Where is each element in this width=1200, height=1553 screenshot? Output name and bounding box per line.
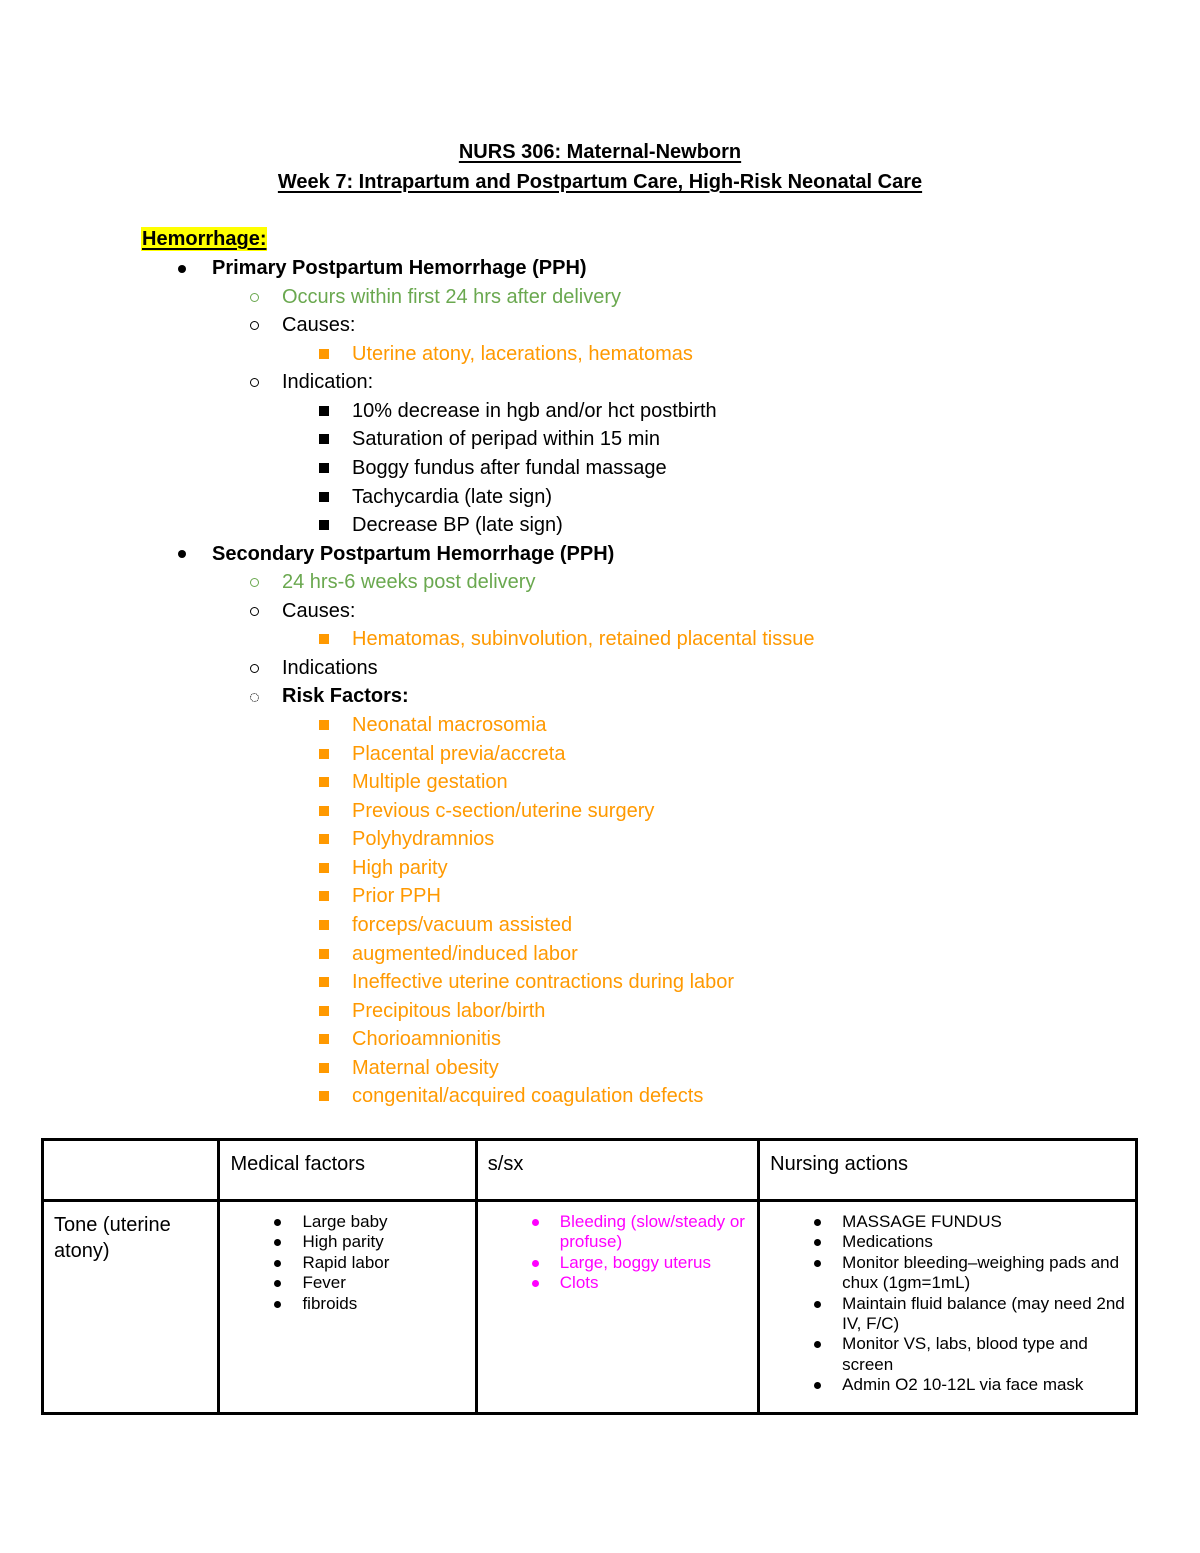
outline-item-text: 24 hrs-6 weeks post delivery xyxy=(282,571,536,594)
outline-item-text: Chorioamnionitis xyxy=(352,1028,501,1051)
outline-list xyxy=(0,254,1200,1111)
outline-item-text: Primary Postpartum Hemorrhage (PPH) xyxy=(212,257,587,279)
table-header-nursing-actions: Nursing actions xyxy=(759,1140,1137,1201)
outline-item-text: Causes: xyxy=(282,599,356,622)
hemorrhage-table xyxy=(41,1138,1138,1415)
outline-item xyxy=(0,311,1200,340)
outline-item-text: Indications xyxy=(282,656,378,679)
outline-item xyxy=(0,797,1200,826)
table-header-medical-factors: Medical factors xyxy=(219,1140,476,1201)
bullet-square-icon xyxy=(314,940,334,968)
outline-item-text: Indication: xyxy=(282,371,374,394)
outline-item-text: Maternal obesity xyxy=(352,1056,499,1079)
bullet-square-icon xyxy=(314,425,334,453)
bullet-square-icon xyxy=(314,483,334,511)
list-item xyxy=(230,1294,464,1314)
outline-item xyxy=(0,768,1200,797)
outline-item xyxy=(0,254,1200,283)
bullet-dotted-circle-icon xyxy=(244,682,264,710)
outline-item xyxy=(0,968,1200,997)
table-row xyxy=(43,1201,1137,1414)
list-item-text: Clots xyxy=(559,1273,599,1293)
bullet-circle-icon xyxy=(244,368,264,396)
list-item-text: Bleeding (slow/steady or profuse) xyxy=(559,1212,745,1252)
outline-item-text: Occurs within first 24 hrs after delivery xyxy=(282,285,621,308)
outline-item xyxy=(0,283,1200,312)
outline-item-text: Hematomas, subinvolution, retained placental tissue xyxy=(352,628,815,651)
list-item xyxy=(770,1294,1125,1335)
bullet-disc-icon xyxy=(814,1301,821,1308)
outline-item-text: Ineffective uterine contractions during labor xyxy=(352,971,735,994)
list-item-text: fibroids xyxy=(302,1293,358,1313)
nursing-actions-cell xyxy=(759,1201,1137,1414)
outline-item-text: Prior PPH xyxy=(352,885,441,908)
bullet-disc-icon xyxy=(172,540,192,568)
outline-item-text: Precipitous labor/birth xyxy=(352,999,546,1022)
bullet-disc-icon xyxy=(172,254,192,282)
list-item-text: High parity xyxy=(302,1232,384,1252)
course-title: NURS 306: Maternal-Newborn xyxy=(458,141,742,163)
bullet-square-icon xyxy=(314,454,334,482)
outline-item-text: Neonatal macrosomia xyxy=(352,714,547,736)
nursing-actions-list xyxy=(770,1212,1125,1396)
list-item-text: Fever xyxy=(302,1273,346,1293)
bullet-square-icon xyxy=(314,1082,334,1110)
outline-item xyxy=(0,911,1200,940)
list-item xyxy=(488,1253,747,1273)
bullet-disc-icon xyxy=(814,1382,821,1389)
outline-item xyxy=(0,1082,1200,1111)
list-item xyxy=(488,1273,747,1293)
bullet-square-icon xyxy=(314,968,334,996)
bullet-disc-icon xyxy=(274,1260,281,1267)
bullet-disc-icon xyxy=(532,1280,539,1287)
bullet-square-icon xyxy=(314,711,334,739)
bullet-disc-icon xyxy=(274,1280,281,1287)
bullet-square-icon xyxy=(314,740,334,768)
bullet-disc-icon xyxy=(274,1219,281,1226)
list-item-text: Large, boggy uterus xyxy=(559,1252,711,1272)
bullet-square-icon xyxy=(314,1025,334,1053)
table-header-cell xyxy=(43,1140,219,1201)
week-title: Week 7: Intrapartum and Postpartum Care, High-Risk Neonatal Care xyxy=(277,171,923,193)
bullet-circle-icon xyxy=(244,654,264,682)
list-item-text: Maintain fluid balance (may need 2nd IV, F/C) xyxy=(842,1293,1125,1334)
table-header-row xyxy=(43,1140,1137,1201)
outline-item xyxy=(0,1054,1200,1083)
outline-item-text: Causes: xyxy=(282,314,356,337)
outline-item-text: Secondary Postpartum Hemorrhage (PPH) xyxy=(212,542,615,565)
bullet-circle-icon xyxy=(244,568,264,596)
outline-item xyxy=(0,882,1200,911)
bullet-square-icon xyxy=(314,625,334,653)
list-item xyxy=(230,1253,464,1273)
list-item xyxy=(770,1253,1125,1294)
bullet-disc-icon xyxy=(532,1260,539,1267)
outline-item xyxy=(0,682,1200,711)
bullet-circle-icon xyxy=(244,283,264,311)
outline-item xyxy=(0,854,1200,883)
bullet-disc-icon xyxy=(814,1239,821,1246)
outline-item xyxy=(0,997,1200,1026)
medical-factors-cell xyxy=(219,1201,476,1414)
outline-item xyxy=(0,711,1200,740)
bullet-square-icon xyxy=(314,1054,334,1082)
list-item xyxy=(770,1212,1125,1232)
list-item xyxy=(230,1273,464,1293)
bullet-disc-icon xyxy=(814,1219,821,1226)
outline-item xyxy=(0,368,1200,397)
outline-item xyxy=(0,625,1200,654)
outline-item-text: congenital/acquired coagulation defects xyxy=(352,1085,704,1108)
outline-item-text: forceps/vacuum assisted xyxy=(352,913,573,936)
bullet-square-icon xyxy=(314,797,334,825)
bullet-square-icon xyxy=(314,911,334,939)
list-item-text: Monitor VS, labs, blood type and screen xyxy=(842,1334,1088,1374)
outline-item xyxy=(0,540,1200,569)
outline-item-text: Boggy fundus after fundal massage xyxy=(352,456,667,479)
outline-item xyxy=(0,597,1200,626)
bullet-square-icon xyxy=(314,825,334,853)
bullet-square-icon xyxy=(314,854,334,882)
outline-item-text: Multiple gestation xyxy=(352,771,508,794)
bullet-square-icon xyxy=(314,397,334,425)
outline-item xyxy=(0,568,1200,597)
list-item-text: Rapid labor xyxy=(302,1252,390,1272)
bullet-circle-icon xyxy=(244,597,264,625)
list-item xyxy=(770,1375,1125,1395)
outline-item xyxy=(0,340,1200,369)
list-item xyxy=(230,1232,464,1252)
list-item-text: Medications xyxy=(842,1232,933,1252)
outline-item xyxy=(0,654,1200,683)
list-item-text: MASSAGE FUNDUS xyxy=(842,1212,1002,1231)
outline-item xyxy=(0,425,1200,454)
list-item-text: Admin O2 10-12L via face mask xyxy=(842,1375,1084,1395)
outline-item xyxy=(0,940,1200,969)
bullet-square-icon xyxy=(314,882,334,910)
medical-factors-list xyxy=(230,1212,464,1314)
outline-item xyxy=(0,740,1200,769)
bullet-disc-icon xyxy=(274,1301,281,1308)
bullet-circle-icon xyxy=(244,311,264,339)
bullet-square-icon xyxy=(314,340,334,368)
outline-item-text: Tachycardia (late sign) xyxy=(352,485,553,508)
outline-item-text: Decrease BP (late sign) xyxy=(352,514,563,537)
outline-item-text: High parity xyxy=(352,856,448,879)
signs-symptoms-list xyxy=(488,1212,747,1294)
outline-item-text: augmented/induced labor xyxy=(352,942,578,965)
outline-item xyxy=(0,397,1200,426)
outline-item-text: Polyhydramnios xyxy=(352,828,495,851)
bullet-disc-icon xyxy=(274,1239,281,1246)
outline-item xyxy=(0,511,1200,540)
bullet-disc-icon xyxy=(814,1341,821,1348)
bullet-square-icon xyxy=(314,511,334,539)
list-item xyxy=(230,1212,464,1232)
outline-item-text: 10% decrease in hgb and/or hct postbirth xyxy=(352,399,717,422)
outline-item xyxy=(0,825,1200,854)
list-item-text: Large baby xyxy=(302,1212,388,1231)
row-label: Tone (uterine atony) xyxy=(43,1201,219,1414)
list-item xyxy=(770,1232,1125,1252)
outline-item-text: Uterine atony, lacerations, hematomas xyxy=(352,342,693,365)
list-item-text: Monitor bleeding–weighing pads and chux (1gm=1mL) xyxy=(842,1252,1120,1293)
bullet-disc-icon xyxy=(814,1260,821,1267)
table-header-ssx: s/sx xyxy=(476,1140,758,1201)
bullet-square-icon xyxy=(314,768,334,796)
bullet-disc-icon xyxy=(532,1219,539,1226)
outline-item xyxy=(0,1025,1200,1054)
outline-item xyxy=(0,454,1200,483)
ssx-cell xyxy=(476,1201,758,1414)
list-item xyxy=(770,1334,1125,1375)
outline-item xyxy=(0,483,1200,512)
outline-item-text: Saturation of peripad within 15 min xyxy=(352,428,660,451)
bullet-square-icon xyxy=(314,997,334,1025)
outline-item-text: Placental previa/accreta xyxy=(352,742,566,765)
section-heading-hemorrhage: Hemorrhage: xyxy=(142,228,267,250)
outline-item-text: Risk Factors: xyxy=(282,685,409,708)
outline-item-text: Previous c-section/uterine surgery xyxy=(352,799,655,822)
list-item xyxy=(488,1212,747,1253)
